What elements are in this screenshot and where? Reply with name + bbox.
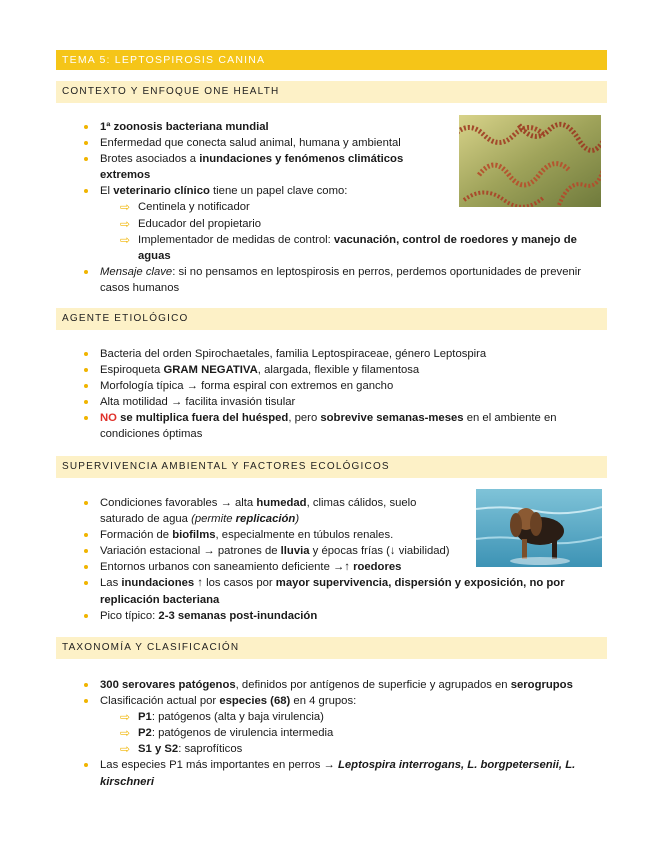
arrow-right-icon: ⇨: [120, 200, 131, 215]
list-item: Las especies P1 más importantes en perros → Leptospira interrogans, L. borgpetersenii, L. kirschneri: [80, 757, 605, 789]
section-heading-contexto: CONTEXTO Y ENFOQUE ONE HEALTH: [56, 81, 607, 103]
document-title: TEMA 5: LEPTOSPIROSIS CANINA: [56, 50, 607, 70]
list-item: Clasificación actual por especies (68) en 4 grupos: ⇨ P1: patógenos (alta y baja virulencia) ⇨ P2: patógenos de virulencia intermedia ⇨ S1 y S2: saprofíticos: [80, 693, 605, 757]
list-item: El veterinario clínico tiene un papel clave como: ⇨ Centinela y notificador ⇨ Educador del propietario ⇨ Implementador de medidas de control: vacunación, control de roedores y manejo de aguas: [80, 183, 605, 263]
list-item: NO se multiplica fuera del huésped, pero sobrevive semanas-meses en el ambiente en condiciones óptimas: [80, 410, 605, 442]
list-item: Mensaje clave: si no pensamos en leptospirosis en perros, perdemos oportunidades de prevenir casos humanos: [80, 264, 605, 296]
arrow-right-icon: ⇨: [120, 710, 131, 725]
arrow-right-icon: ⇨: [120, 216, 131, 231]
veterinario-roles: [120, 199, 605, 263]
list-item: Brotes asociados a inundaciones y fenómenos climáticos extremos: [80, 151, 420, 183]
list-item: ⇨ S1 y S2: saprofíticos: [120, 742, 243, 757]
species-groups: [120, 709, 605, 757]
contexto-list: [80, 119, 605, 296]
list-item: 300 serovares patógenos, definidos por antígenos de superficie y agrupados en serogrupos: [80, 677, 605, 693]
list-item: ⇨ P2: patógenos de virulencia intermedia: [120, 726, 334, 741]
arrow-right-icon: ⇨: [120, 742, 131, 757]
section-heading-supervivencia: SUPERVIVENCIA AMBIENTAL Y FACTORES ECOLÓGICOS: [56, 456, 607, 478]
list-item: Morfología típica → forma espiral con extremos en gancho: [80, 378, 605, 394]
list-item: 1ª zoonosis bacteriana mundial: [80, 119, 605, 135]
list-item: Las inundaciones ↑ los casos por mayor supervivencia, dispersión y exposición, no por replicación bacteriana: [80, 575, 605, 607]
list-item: ⇨ Centinela y notificador: [120, 200, 250, 215]
arrow-right-icon: ⇨: [120, 726, 131, 741]
list-item: Entornos urbanos con saneamiento deficiente →↑ roedores: [80, 559, 605, 575]
list-item: Condiciones favorables → alta humedad, climas cálidos, suelo saturado de agua (permite replicación): [80, 495, 445, 527]
list-item: Alta motilidad → facilita invasión tisular: [80, 394, 605, 410]
supervivencia-list: [80, 495, 605, 624]
list-item: Enfermedad que conecta salud animal, humana y ambiental: [80, 135, 605, 151]
list-item: ⇨ Educador del propietario: [120, 216, 262, 231]
list-item: Variación estacional → patrones de lluvia y épocas frías (↓ viabilidad): [80, 543, 605, 559]
taxonomia-list: [80, 677, 605, 790]
list-item: ⇨ Implementador de medidas de control: vacunación, control de roedores y manejo de aguas: [120, 232, 577, 262]
section-heading-agente: AGENTE ETIOLÓGICO: [56, 308, 607, 330]
arrow-right-icon: ⇨: [120, 232, 131, 247]
list-item: Pico típico: 2-3 semanas post-inundación: [80, 608, 605, 624]
list-item: ⇨ P1: patógenos (alta y baja virulencia): [120, 710, 324, 725]
list-item: Espiroqueta GRAM NEGATIVA, alargada, flexible y filamentosa: [80, 362, 605, 378]
list-item: Formación de biofilms, especialmente en túbulos renales.: [80, 527, 605, 543]
agente-list: [80, 346, 605, 443]
section-heading-taxonomia: TAXONOMÍA Y CLASIFICACIÓN: [56, 637, 607, 659]
list-item: Bacteria del orden Spirochaetales, familia Leptospiraceae, género Leptospira: [80, 346, 605, 362]
